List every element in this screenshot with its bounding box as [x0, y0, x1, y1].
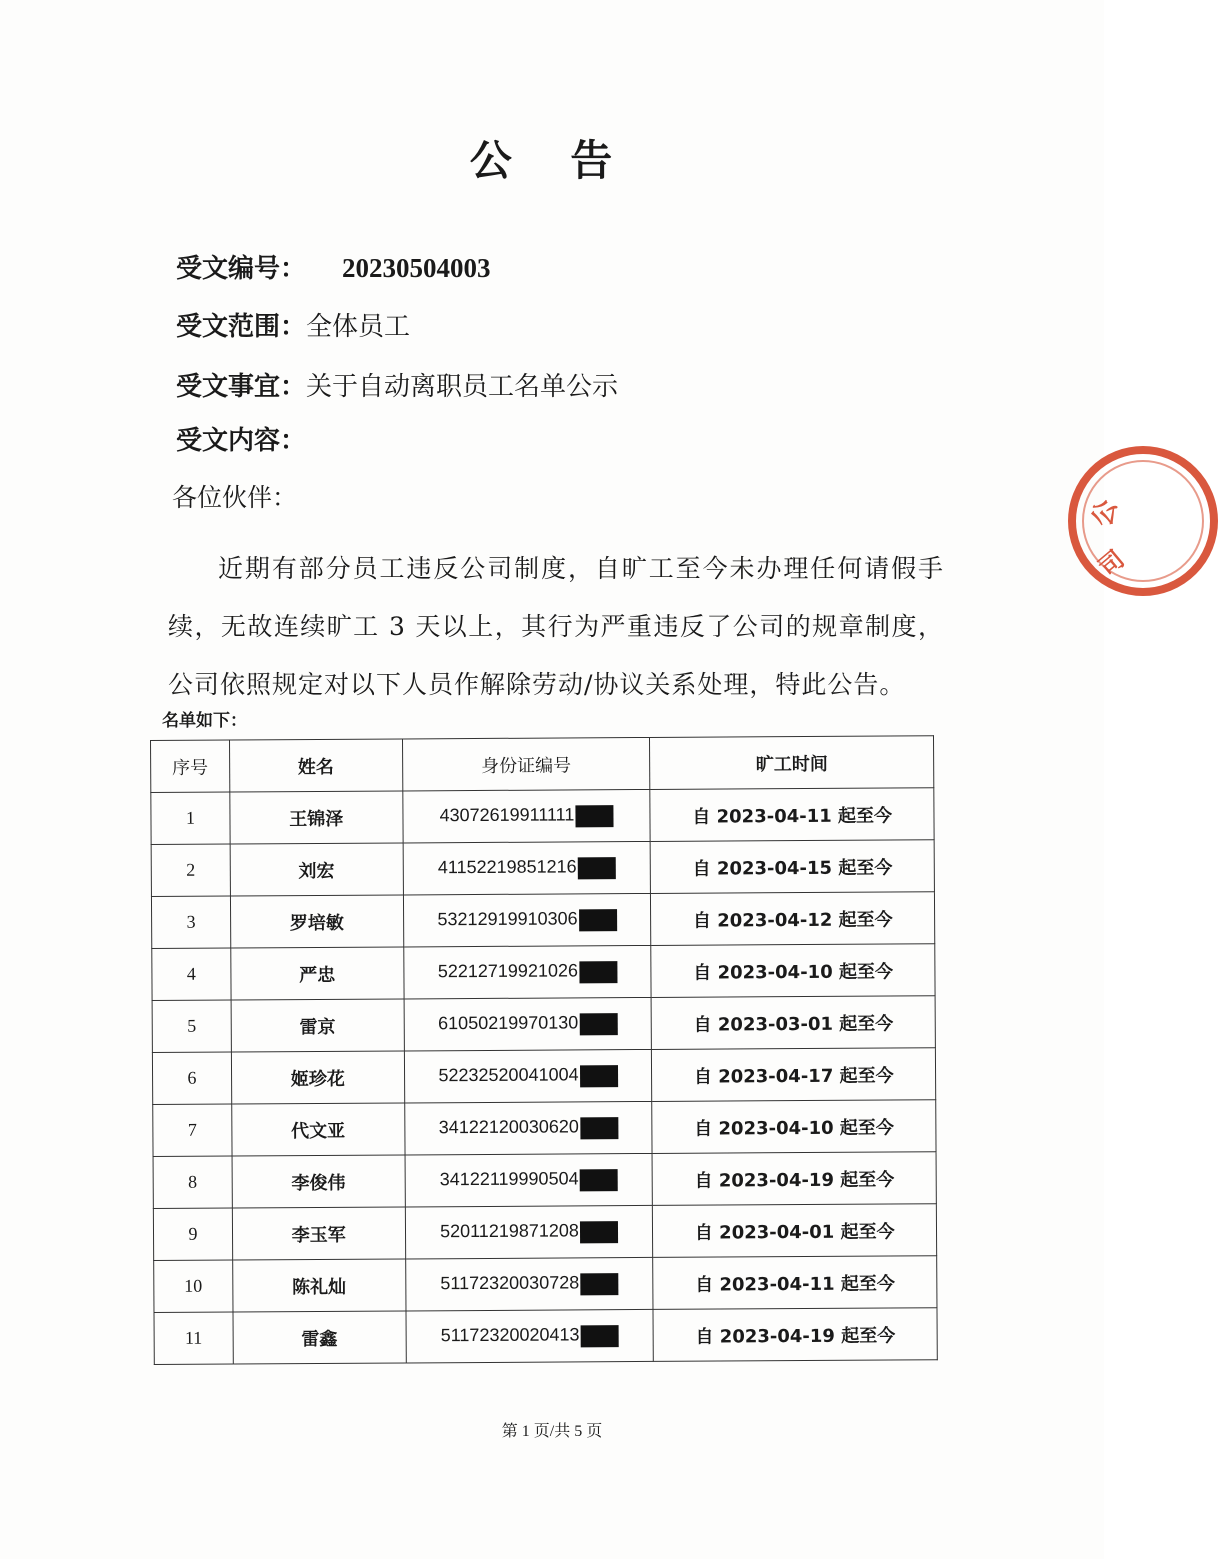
scope-label: 受文范围： [176, 312, 307, 342]
table-row [152, 996, 935, 1053]
doc-number-value: 20230504003 [342, 253, 491, 283]
row-date: 自 2023-04-11 起至今 [650, 788, 934, 842]
row-no: 6 [152, 1052, 231, 1104]
row-name: 罗培敏 [230, 895, 403, 948]
redaction-bar [580, 1169, 618, 1191]
doc-number-field [176, 248, 491, 285]
redaction-bar [580, 1221, 618, 1243]
row-id [404, 997, 652, 1051]
row-name: 李玉军 [232, 1207, 405, 1260]
greeting: 各位伙伴： [172, 483, 298, 512]
row-no: 9 [153, 1208, 232, 1260]
scope-field [176, 306, 410, 343]
row-no: 3 [151, 896, 230, 948]
table-row [154, 1308, 937, 1365]
row-date: 自 2023-04-11 起至今 [653, 1256, 937, 1310]
page-footer: 第 1 页/共 5 页 [501, 1423, 603, 1440]
table-row [154, 1256, 937, 1313]
row-no: 2 [151, 844, 230, 896]
table-row [151, 892, 934, 949]
row-id [403, 841, 651, 895]
table-header-row [151, 736, 934, 793]
row-id-value: 52011219871208 [440, 1220, 579, 1242]
redaction-bar [580, 1117, 618, 1139]
matter-value: 关于自动离职员工名单公示 [306, 372, 619, 402]
row-id [405, 1257, 653, 1311]
row-name: 李俊伟 [232, 1155, 405, 1208]
company-seal [1068, 446, 1218, 596]
content-field [176, 420, 306, 457]
header-name: 姓名 [229, 739, 402, 792]
table-row [151, 788, 934, 845]
row-name: 王锦泽 [230, 791, 403, 844]
content-label: 受文内容： [176, 426, 307, 456]
header-no: 序号 [151, 740, 230, 792]
row-no: 5 [152, 1000, 231, 1052]
table-row [152, 1048, 935, 1105]
employee-table [150, 735, 938, 1365]
header-date: 旷工时间 [650, 736, 934, 790]
row-id-value: 52212719921026 [437, 960, 579, 982]
row-name: 雷京 [231, 999, 404, 1052]
redaction-bar [579, 961, 617, 983]
row-date: 自 2023-04-19 起至今 [652, 1152, 936, 1206]
table-row [153, 1204, 936, 1261]
row-id-value: 53212919910306 [437, 908, 578, 930]
row-id [405, 1153, 653, 1207]
matter-label: 受文事宜： [176, 372, 307, 402]
row-id [403, 893, 651, 947]
redaction-bar [579, 1013, 617, 1035]
row-date: 自 2023-04-10 起至今 [652, 1100, 936, 1154]
list-label: 名单如下： [162, 711, 247, 731]
table-row [152, 944, 935, 1001]
redaction-bar [580, 1325, 618, 1347]
row-id [403, 945, 651, 999]
seal-fragment-2: 司 [1093, 544, 1130, 582]
row-date: 自 2023-04-17 起至今 [652, 1048, 936, 1102]
row-date: 自 2023-04-12 起至今 [651, 892, 935, 946]
row-date: 自 2023-04-19 起至今 [653, 1308, 937, 1362]
row-no: 1 [151, 792, 230, 844]
row-name: 陈礼灿 [233, 1259, 406, 1312]
row-name: 姬珍花 [231, 1051, 404, 1104]
row-id-value: 61050219970130 [438, 1012, 579, 1034]
seal-fragment: 公 [1087, 496, 1124, 530]
row-id-value: 51172320020413 [440, 1324, 580, 1346]
redaction-bar [578, 857, 616, 879]
row-id [406, 1309, 654, 1363]
row-no: 11 [154, 1312, 233, 1364]
redaction-bar [575, 805, 613, 827]
row-name: 严忠 [231, 947, 404, 1000]
row-id-value: 34122119990504 [439, 1168, 579, 1190]
redaction-bar [580, 1065, 618, 1087]
row-id-value: 51172320030728 [440, 1272, 580, 1294]
redaction-bar [580, 1273, 618, 1295]
row-id [402, 789, 650, 843]
row-id [405, 1205, 653, 1259]
row-name: 雷鑫 [233, 1311, 406, 1364]
row-id [404, 1049, 652, 1103]
table-row [153, 1152, 936, 1209]
redaction-bar [579, 909, 617, 931]
body-paragraph: 近期有部分员工违反公司制度，自旷工至今未办理任何请假手续，无故连续旷工 3 天以上，其行为严重违反了公司的规章制度，公司依照规定对以下人员作解除劳动/协议关系处理，特此公告。 [168, 554, 944, 699]
row-date: 自 2023-04-01 起至今 [653, 1204, 937, 1258]
row-id-value: 43072619911111 [439, 804, 575, 826]
row-no: 10 [154, 1260, 233, 1312]
table-row [151, 840, 934, 897]
page-title: 公 告 [469, 136, 635, 185]
table-row [153, 1100, 936, 1157]
header-id: 身份证编号 [402, 737, 650, 791]
row-no: 4 [152, 948, 231, 1000]
row-id-value: 34122120030620 [438, 1116, 579, 1138]
matter-field [176, 366, 618, 403]
row-id-value: 41152219851216 [437, 856, 577, 878]
row-date: 自 2023-04-15 起至今 [651, 840, 935, 894]
doc-number-label: 受文编号： [176, 254, 307, 284]
row-no: 7 [153, 1104, 232, 1156]
row-name: 刘宏 [230, 843, 403, 896]
row-date: 自 2023-03-01 起至今 [651, 996, 935, 1050]
scope-value: 全体员工 [306, 312, 411, 342]
row-date: 自 2023-04-10 起至今 [651, 944, 935, 998]
row-id-value: 52232520041004 [438, 1064, 579, 1086]
row-name: 代文亚 [232, 1103, 405, 1156]
row-id [404, 1101, 652, 1155]
row-no: 8 [153, 1156, 232, 1208]
